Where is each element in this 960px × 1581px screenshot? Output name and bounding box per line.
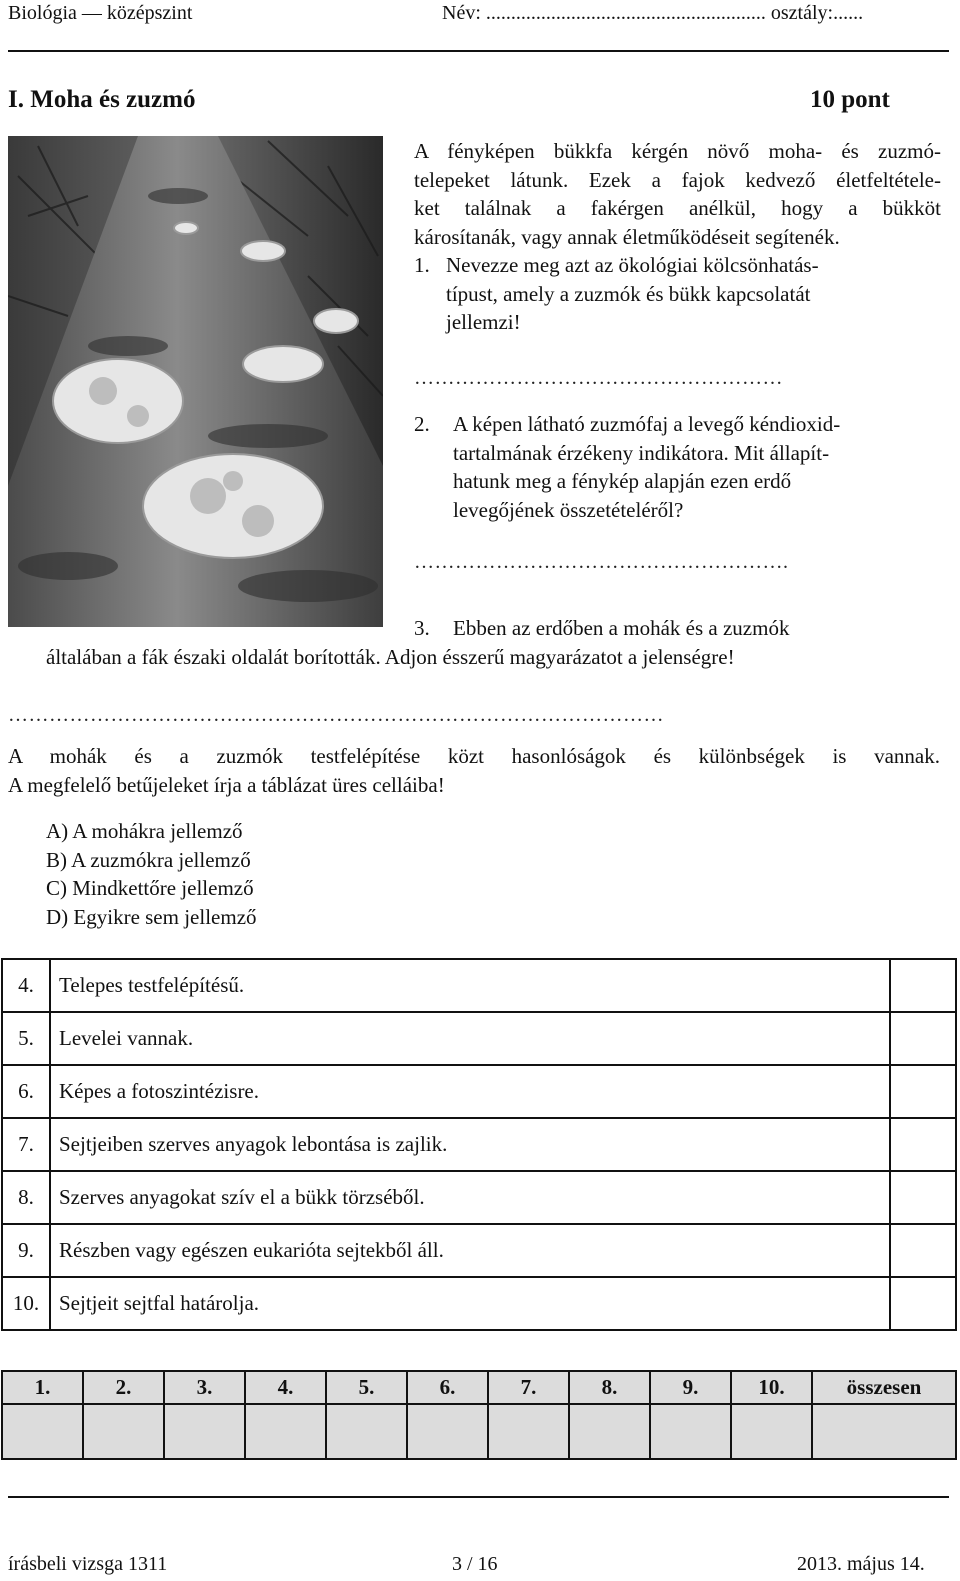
score-cell <box>326 1404 407 1459</box>
row-number: 8. <box>2 1171 50 1224</box>
footer-exam-code: írásbeli vizsga 1311 <box>8 1553 168 1575</box>
score-header-total: összesen <box>812 1371 956 1404</box>
question-2-text: A képen látható zuzmófaj a levegő kéndioxid- tartalmának érzékeny indikátora. Mit állapít- hatunk meg a fénykép alapján ezen erdő levegőjének összetételéről? <box>453 412 841 522</box>
answer-cell[interactable] <box>890 1277 956 1330</box>
answer-cell[interactable] <box>890 1118 956 1171</box>
footer-date: 2013. május 14. <box>797 1553 925 1575</box>
question-3-line2: általában a fák északi oldalát borították. Adjon ésszerű magyarázatot a jelenségre! <box>46 645 735 669</box>
table-row <box>2 1012 956 1065</box>
score-cell <box>2 1404 83 1459</box>
row-number: 6. <box>2 1065 50 1118</box>
intro-line: ket találnak a fakérgen anélkül, hogy a bükköt <box>414 196 941 220</box>
score-cell <box>83 1404 164 1459</box>
row-number: 7. <box>2 1118 50 1171</box>
question-1-text: Nevezze meg azt az ökológiai kölcsönhatás- típust, amely a zuzmók és bükk kapcsolatát jellemzi! <box>446 253 819 334</box>
moss-lichen-photo <box>8 136 383 627</box>
table-row <box>2 959 956 1012</box>
option-list <box>46 817 257 931</box>
question-2-number: 2. <box>414 412 430 436</box>
answer-line-3[interactable]: …………………………………………………………………………………… <box>8 704 664 726</box>
row-statement: Levelei vannak. <box>50 1012 890 1065</box>
table-row <box>2 1171 956 1224</box>
answer-line-2[interactable]: ………………………………………………. <box>414 551 789 573</box>
answer-line-1[interactable]: ……………………………………………… <box>414 367 783 389</box>
answer-cell[interactable] <box>890 1065 956 1118</box>
answer-cell[interactable] <box>890 1012 956 1065</box>
question-1-number: 1. <box>414 253 430 277</box>
score-header: 4. <box>245 1371 326 1404</box>
row-statement: Képes a fotoszintézisre. <box>50 1065 890 1118</box>
table-row <box>2 1224 956 1277</box>
score-entry-row <box>2 1404 956 1459</box>
answer-cell[interactable] <box>890 1224 956 1277</box>
score-header: 5. <box>326 1371 407 1404</box>
answer-cell[interactable] <box>890 1171 956 1224</box>
score-header: 7. <box>488 1371 569 1404</box>
row-number: 10. <box>2 1277 50 1330</box>
intro-line: károsítanák, vagy annak életműködéseit segítenék. <box>414 224 840 249</box>
score-cell-total <box>812 1404 956 1459</box>
question-table <box>1 958 957 1331</box>
score-header: 3. <box>164 1371 245 1404</box>
row-statement: Sejtjeit sejtfal határolja. <box>50 1277 890 1330</box>
score-header: 6. <box>407 1371 488 1404</box>
score-table <box>1 1370 957 1460</box>
row-statement: Szerves anyagokat szív el a bükk törzséből. <box>50 1171 890 1224</box>
header-rule <box>8 50 949 52</box>
table-row <box>2 1118 956 1171</box>
row-statement: Részben vagy egészen eukarióta sejtekből áll. <box>50 1224 890 1277</box>
score-cell <box>407 1404 488 1459</box>
question-3-number: 3. <box>414 616 430 640</box>
score-header: 1. <box>2 1371 83 1404</box>
footer-rule <box>8 1496 949 1498</box>
question-3-line1: Ebben az erdőben a mohák és a zuzmók <box>453 616 790 640</box>
option-b: B) A zuzmókra jellemző <box>46 847 251 872</box>
intro-line: A fényképen bükkfa kérgén növő moha- és zuzmó- <box>414 139 941 163</box>
table-row <box>2 1065 956 1118</box>
option-d: D) Egyikre sem jellemző <box>46 904 257 929</box>
score-header: 10. <box>731 1371 812 1404</box>
header-name-field: Név: ........................................................ osztály:...... <box>442 2 864 24</box>
answer-cell[interactable] <box>890 959 956 1012</box>
score-cell <box>731 1404 812 1459</box>
row-number: 9. <box>2 1224 50 1277</box>
section-points: 10 pont <box>810 86 890 113</box>
header-subject: Biológia — középszint <box>8 2 193 24</box>
score-header: 8. <box>569 1371 650 1404</box>
score-cell <box>569 1404 650 1459</box>
footer-page-number: 3 / 16 <box>452 1553 498 1575</box>
row-statement: Sejtjeiben szerves anyagok lebontása is zajlik. <box>50 1118 890 1171</box>
score-header: 9. <box>650 1371 731 1404</box>
score-cell <box>245 1404 326 1459</box>
table-row <box>2 1277 956 1330</box>
table-instructions: A mohák és a zuzmók testfelépítése közt hasonlóságok és különbségek is vannak. A megfelelő betűjeleket írja a táblázat üres celláiba! <box>8 744 940 797</box>
score-header-row <box>2 1371 956 1404</box>
intro-line: telepeket látunk. Ezek a fajok kedvező életfeltétele- <box>414 167 941 192</box>
score-cell <box>650 1404 731 1459</box>
row-number: 4. <box>2 959 50 1012</box>
section-title: I. Moha és zuzmó <box>8 86 196 113</box>
row-statement: Telepes testfelépítésű. <box>50 959 890 1012</box>
intro-paragraph <box>414 137 941 251</box>
score-cell <box>164 1404 245 1459</box>
option-a: A) A mohákra jellemző <box>46 819 243 843</box>
option-c: C) Mindkettőre jellemző <box>46 876 254 900</box>
score-cell <box>488 1404 569 1459</box>
row-number: 5. <box>2 1012 50 1065</box>
score-header: 2. <box>83 1371 164 1404</box>
